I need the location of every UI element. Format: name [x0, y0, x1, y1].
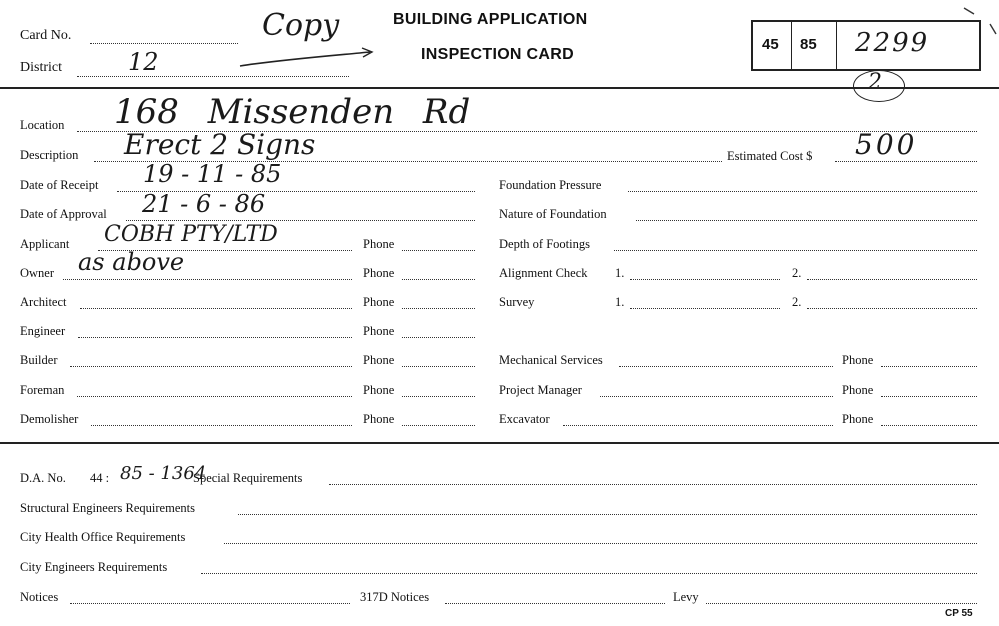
title-line-2: INSPECTION CARD — [421, 46, 574, 63]
depth-of-footings-line — [614, 250, 977, 251]
engineer-phone-label: Phone — [363, 324, 395, 338]
mechanical-services-phone-line — [881, 366, 977, 367]
levy-line — [706, 603, 977, 604]
applicant-phone-line — [402, 250, 475, 251]
circled-number: 2 — [868, 70, 882, 95]
engineer-phone-line — [402, 337, 475, 338]
alignment-check-num-2: 2. — [792, 266, 802, 280]
demolisher-label: Demolisher — [20, 412, 79, 426]
alignment-check-line-2 — [807, 279, 977, 280]
survey-line-1 — [630, 308, 780, 309]
card-number-box — [751, 20, 981, 71]
card-no-handwritten: Copy — [262, 8, 340, 43]
structural-requirements-label: Structural Engineers Requirements — [20, 501, 195, 515]
owner-line — [63, 279, 352, 280]
foreman-phone-line — [402, 396, 475, 397]
date-of-receipt-label: Date of Receipt — [20, 178, 99, 192]
da-no-handwritten: 85 - 1364 — [120, 463, 207, 484]
project-manager-phone-line — [881, 396, 977, 397]
box-divider-2 — [836, 22, 837, 69]
nature-of-foundation-line — [636, 220, 977, 221]
alignment-check-num-1: 1. — [615, 266, 625, 280]
survey-line-2 — [807, 308, 977, 309]
owner-phone-label: Phone — [363, 266, 395, 280]
mechanical-services-label: Mechanical Services — [499, 353, 603, 367]
nature-of-foundation-label: Nature of Foundation — [499, 207, 607, 221]
survey-num-1: 1. — [615, 295, 625, 309]
description-label: Description — [20, 148, 79, 162]
depth-of-footings-label: Depth of Footings — [499, 237, 590, 251]
owner-handwritten: as above — [78, 248, 185, 276]
form-code: CP 55 — [945, 608, 973, 619]
engineer-line — [78, 337, 352, 338]
applicant-handwritten: COBH PTY/LTD — [104, 222, 278, 247]
excavator-phone-line — [881, 425, 977, 426]
notices-label: Notices — [20, 590, 59, 604]
box-divider-1 — [791, 22, 792, 69]
health-office-requirements-line — [224, 543, 977, 544]
structural-requirements-line — [238, 514, 977, 515]
architect-phone-line — [402, 308, 475, 309]
box-handwritten-number: 2299 — [855, 28, 930, 58]
excavator-line — [563, 425, 833, 426]
notices-line — [70, 603, 350, 604]
card-no-label: Card No. — [20, 28, 72, 43]
owner-phone-line — [402, 279, 475, 280]
survey-num-2: 2. — [792, 295, 802, 309]
foundation-pressure-label: Foundation Pressure — [499, 178, 602, 192]
health-office-requirements-label: City Health Office Requirements — [20, 530, 186, 544]
location-label: Location — [20, 118, 65, 132]
mechanical-services-phone-label: Phone — [842, 353, 874, 367]
header-rule — [0, 87, 999, 89]
levy-label: Levy — [673, 590, 699, 604]
location-handwritten: 168 Missenden Rd — [114, 92, 471, 132]
foundation-pressure-line — [628, 191, 977, 192]
builder-phone-label: Phone — [363, 353, 395, 367]
demolisher-line — [91, 425, 352, 426]
estimated-cost-label: Estimated Cost $ — [727, 149, 813, 163]
builder-line — [70, 366, 352, 367]
box-cell-1: 45 — [762, 36, 779, 53]
alignment-check-line-1 — [630, 279, 780, 280]
card-no-line — [90, 43, 238, 44]
district-handwritten: 12 — [128, 48, 159, 76]
excavator-label: Excavator — [499, 412, 550, 426]
builder-phone-line — [402, 366, 475, 367]
date-of-approval-line — [126, 220, 475, 221]
title-line-1: BUILDING APPLICATION — [393, 11, 588, 28]
architect-label: Architect — [20, 295, 67, 309]
district-label: District — [20, 60, 62, 75]
foreman-label: Foreman — [20, 383, 65, 397]
handwritten-arrow-stroke — [238, 44, 378, 74]
description-handwritten: Erect 2 Signs — [124, 128, 316, 161]
project-manager-line — [600, 396, 833, 397]
date-of-approval-label: Date of Approval — [20, 207, 107, 221]
date-of-approval-handwritten: 21 - 6 - 86 — [142, 190, 266, 218]
special-requirements-line — [329, 484, 977, 485]
foreman-phone-label: Phone — [363, 383, 395, 397]
box-cell-2: 85 — [800, 36, 817, 53]
foreman-line — [77, 396, 352, 397]
survey-label: Survey — [499, 295, 535, 309]
middle-rule — [0, 442, 999, 444]
excavator-phone-label: Phone — [842, 412, 874, 426]
notices-317d-line — [445, 603, 665, 604]
project-manager-label: Project Manager — [499, 383, 582, 397]
city-engineers-requirements-line — [201, 573, 977, 574]
alignment-check-label: Alignment Check — [499, 266, 588, 280]
date-of-receipt-handwritten: 19 - 11 - 85 — [143, 160, 282, 188]
district-line — [77, 76, 349, 77]
mechanical-services-line — [619, 366, 833, 367]
city-engineers-requirements-label: City Engineers Requirements — [20, 560, 168, 574]
corner-mark — [960, 0, 999, 40]
architect-phone-label: Phone — [363, 295, 395, 309]
owner-label: Owner — [20, 266, 55, 280]
applicant-label: Applicant — [20, 237, 70, 251]
da-no-prefix: 44 : — [90, 471, 110, 485]
da-no-label: D.A. No. — [20, 471, 66, 485]
demolisher-phone-label: Phone — [363, 412, 395, 426]
applicant-phone-label: Phone — [363, 237, 395, 251]
engineer-label: Engineer — [20, 324, 66, 338]
notices-317d-label: 317D Notices — [360, 590, 430, 604]
special-requirements-label: Special Requirements — [193, 471, 303, 485]
architect-line — [80, 308, 352, 309]
builder-label: Builder — [20, 353, 58, 367]
estimated-cost-line — [835, 161, 977, 162]
estimated-cost-handwritten: 500 — [855, 128, 918, 161]
demolisher-phone-line — [402, 425, 475, 426]
project-manager-phone-label: Phone — [842, 383, 874, 397]
